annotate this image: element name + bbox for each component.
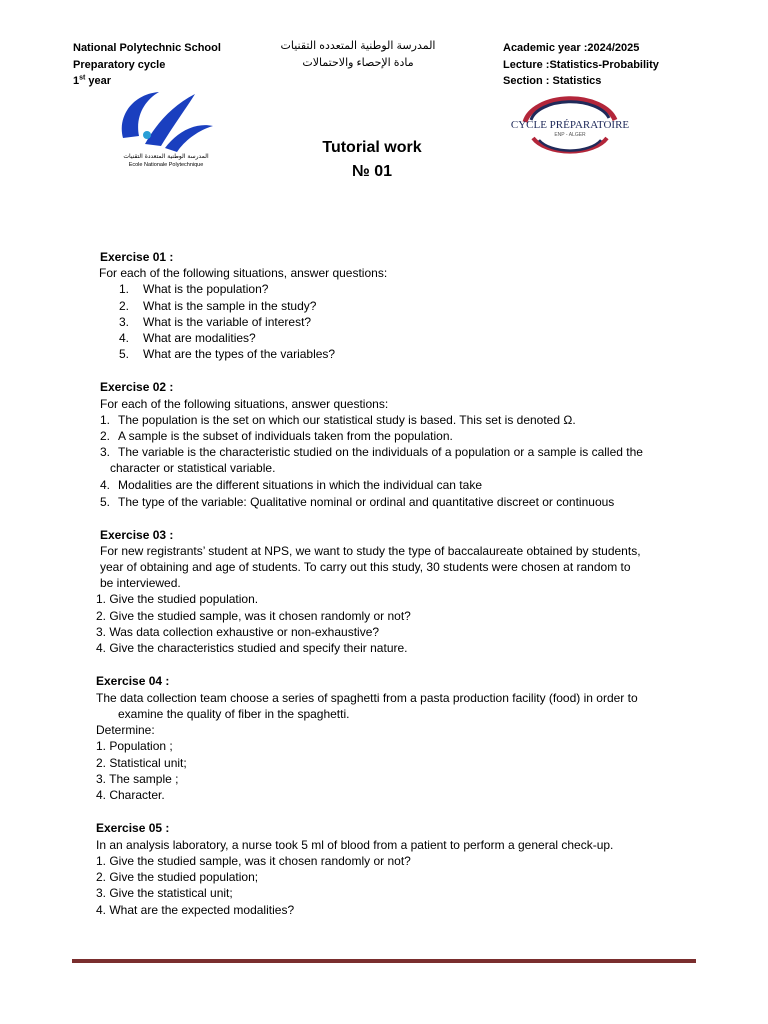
list-item: The population is the set on which our statistical study is based. This set is denoted Ω. [118, 413, 576, 427]
list-item: 2. Statistical unit; [96, 756, 187, 770]
page-title: Tutorial work [322, 139, 422, 156]
exercise-5-intro: In an analysis laboratory, a nurse took 5 ml of blood from a patient to perform a general check-up. [96, 838, 614, 852]
exercise-1-intro: For each of the following situations, answer questions: [99, 266, 388, 280]
list-item: The type of the variable: Qualitative nominal or ordinal and quantitative discreet or continuous [118, 495, 615, 509]
list-item: 3. Was data collection exhaustive or non-exhaustive? [96, 625, 380, 639]
exercise-4-intro: examine the quality of fiber in the spaghetti. [118, 707, 350, 721]
list-item: Modalities are the different situations in which the individual can take [118, 478, 482, 492]
list-item-num: 3. [119, 315, 130, 329]
page-subtitle-number: № 01 [351, 163, 393, 180]
year-label: 1st year [73, 74, 112, 87]
svg-text:Ecole Nationale Polytechnique: Ecole Nationale Polytechnique [128, 162, 204, 168]
list-item: 4. Character. [96, 788, 165, 802]
exercise-3-intro: For new registrants’ student at NPS, we want to study the type of baccalaureate obtained by students, [100, 544, 641, 558]
list-item: 2. Give the studied sample, was it chosen randomly or not? [96, 609, 411, 623]
list-item: What is the variable of interest? [143, 315, 312, 329]
svg-text:CYCLE PRÉPARATOIRE: CYCLE PRÉPARATOIRE [510, 119, 630, 131]
list-item: 3. The sample ; [96, 772, 179, 786]
list-item-num: 2. [100, 429, 111, 443]
exercise-3-intro: be interviewed. [100, 576, 181, 590]
footer-rule [72, 959, 696, 963]
list-item: What are the types of the variables? [143, 347, 336, 361]
list-item-num: 4. [119, 331, 130, 345]
svg-text:ENP - ALGER: ENP - ALGER [554, 132, 586, 138]
cycle-name: Preparatory cycle [73, 58, 166, 71]
exercise-4-intro: The data collection team choose a series of spaghetti from a pasta production facility (food) in order to [96, 691, 638, 705]
list-item-num: 1. [119, 282, 130, 296]
list-item: 1. Give the studied sample, was it chosen randomly or not? [96, 854, 411, 868]
list-item-continuation: character or statistical variable. [110, 461, 276, 475]
list-item: What is the sample in the study? [143, 299, 317, 313]
list-item: 4. Give the characteristics studied and specify their nature. [96, 641, 408, 655]
list-item: The variable is the characteristic studied on the individuals of a population or a sample is called the [118, 445, 643, 459]
list-item: 4. What are the expected modalities? [96, 903, 295, 917]
exercise-2-heading: Exercise 02 : [100, 380, 174, 394]
svg-text:المدرسة الوطنية المتعددة التقن: المدرسة الوطنية المتعددة التقنيات [123, 153, 209, 160]
list-item-num: 5. [119, 347, 130, 361]
course-name-arabic: مادة الإحصاء والاحتمالات [302, 56, 414, 69]
list-item-num: 2. [119, 299, 130, 313]
list-item: A sample is the subset of individuals taken from the population. [118, 429, 453, 443]
exercise-5-heading: Exercise 05 : [96, 821, 170, 835]
determine-label: Determine: [96, 723, 155, 737]
exercise-3-intro: year of obtaining and age of students. To carry out this study, 30 students were chosen at random to [100, 560, 631, 574]
list-item: 2. Give the studied population; [96, 870, 259, 884]
list-item-num: 4. [100, 478, 111, 492]
list-item-num: 5. [100, 495, 111, 509]
list-item-num: 1. [100, 413, 111, 427]
list-item: 1. Population ; [96, 739, 173, 753]
school-name: National Polytechnic School [73, 42, 221, 54]
list-item: What is the population? [143, 282, 269, 296]
exercise-1-heading: Exercise 01 : [100, 250, 174, 264]
exercise-3-heading: Exercise 03 : [100, 528, 174, 542]
list-item: 1. Give the studied population. [96, 592, 259, 606]
exercise-2-intro: For each of the following situations, answer questions: [100, 397, 389, 411]
section-name: Section : Statistics [503, 75, 602, 87]
list-item: 3. Give the statistical unit; [96, 886, 233, 900]
lecture-name: Lecture :Statistics-Probability [503, 58, 659, 71]
school-name-arabic: المدرسة الوطنية المتعدده التقنيات [280, 40, 436, 52]
exercise-4-heading: Exercise 04 : [96, 674, 170, 688]
list-item-num: 3. [100, 445, 111, 459]
list-item: What are modalities? [143, 331, 256, 345]
academic-year: Academic year :2024/2025 [503, 42, 640, 54]
